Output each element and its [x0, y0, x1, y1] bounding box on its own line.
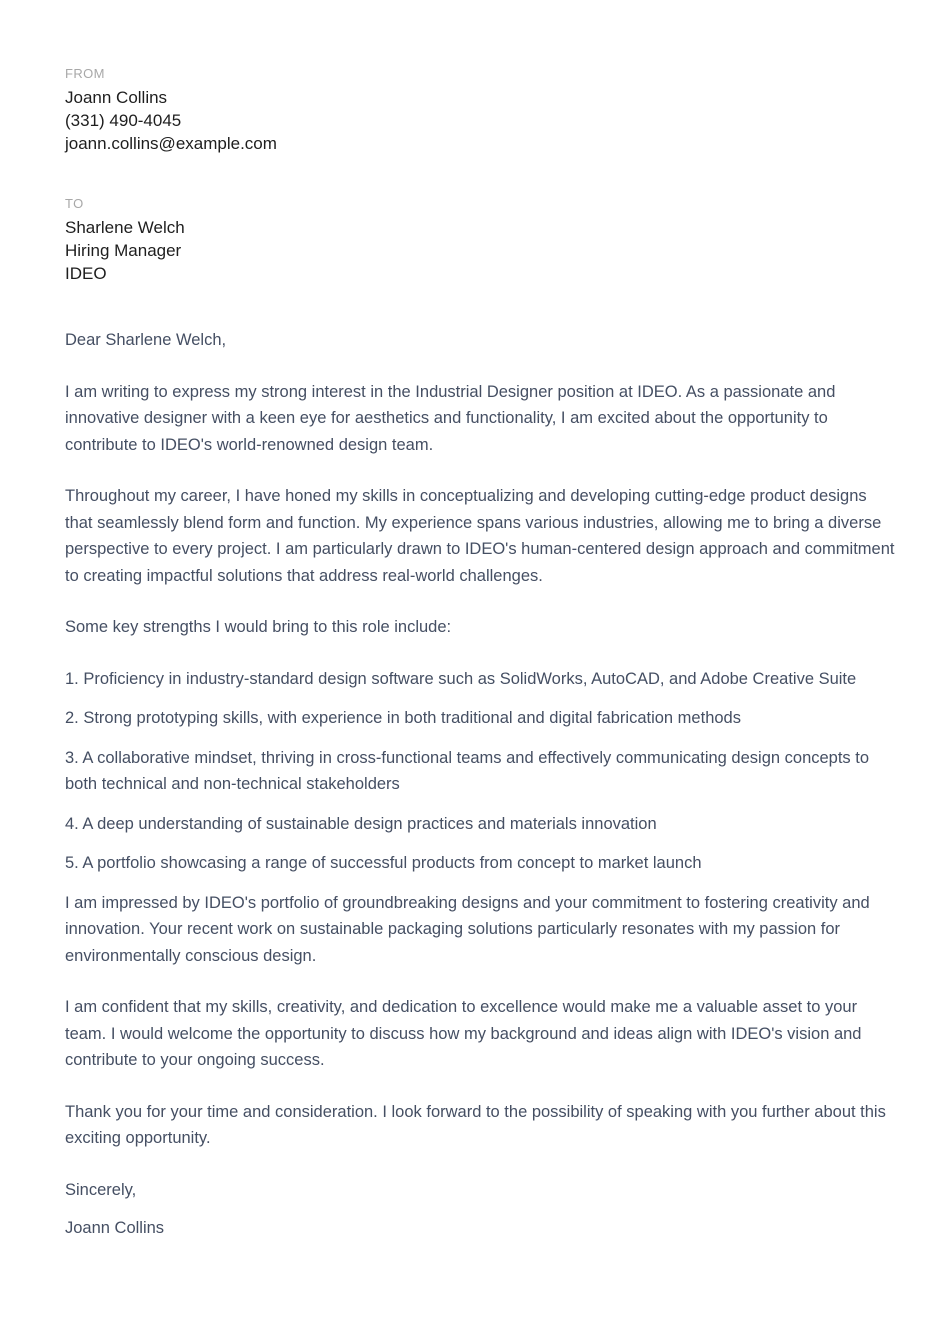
sender-phone: (331) 490-4045 — [65, 111, 182, 130]
recipient-title: Hiring Manager — [65, 241, 182, 260]
sender-label: FROM — [65, 66, 105, 81]
list-item-5: 5. A portfolio showcasing a range of successful products from concept to market launch — [65, 854, 702, 872]
sign-off: Sincerely, — [65, 1180, 137, 1199]
sender-email: joann.collins@example.com — [65, 134, 277, 153]
signature-name: Joann Collins — [65, 1219, 165, 1237]
recipient-block — [65, 196, 940, 285]
greeting: Dear Sharlene Welch, — [65, 331, 227, 349]
letter-header — [65, 66, 940, 285]
list-item-4: 4. A deep understanding of sustainable design practices and materials innovation — [65, 814, 657, 833]
list-item-2: 2. Strong prototyping skills, with experience in both traditional and digital fabrication methods — [65, 709, 741, 727]
paragraph-impressed: I am impressed by IDEO's portfolio of groundbreaking designs and your commitment to fostering creativity and innovation. Your recent work on sustainable packaging solutions particularly resonates with my passion for environmentally conscious design. — [65, 893, 870, 965]
sender-name: Joann Collins — [65, 88, 168, 107]
paragraph-intro: I am writing to express my strong interest in the Industrial Designer position at IDEO. As a passionate and innovative designer with a keen eye for aesthetics and functionality, I am excited about the opportunity to contribute to IDEO's world-renowned design team. — [65, 382, 836, 454]
paragraph-career: Throughout my career, I have honed my skills in conceptualizing and developing cutting-edge product designs that seamlessly blend form and function. My experience spans various industries, allowing me to bring a diverse perspective to every project. I am particularly drawn to IDEO's human-centered design approach and commitment to creating impactful solutions that address real-world challenges. — [65, 487, 895, 585]
sender-block — [65, 66, 940, 155]
recipient-company: IDEO — [65, 264, 107, 283]
list-intro: Some key strengths I would bring to this role include: — [65, 618, 452, 636]
paragraph-thanks: Thank you for your time and consideration. I look forward to the possibility of speaking with you further about this exciting opportunity. — [65, 1102, 886, 1147]
list-item-3: 3. A collaborative mindset, thriving in cross-functional teams and effectively communicating design concepts to both technical and non-technical stakeholders — [65, 748, 870, 793]
recipient-name: Sharlene Welch — [65, 218, 185, 237]
letter-body — [65, 327, 895, 1242]
list-item-1: 1. Proficiency in industry-standard design software such as SolidWorks, AutoCAD, and Adobe Creative Suite — [65, 669, 857, 688]
recipient-label: TO — [65, 196, 84, 211]
key-strengths-list — [65, 666, 895, 877]
paragraph-confident: I am confident that my skills, creativity, and dedication to excellence would make me a valuable asset to your team. I would welcome the opportunity to discuss how my background and ideas align with IDEO's vision and contribute to your ongoing success. — [65, 998, 862, 1069]
